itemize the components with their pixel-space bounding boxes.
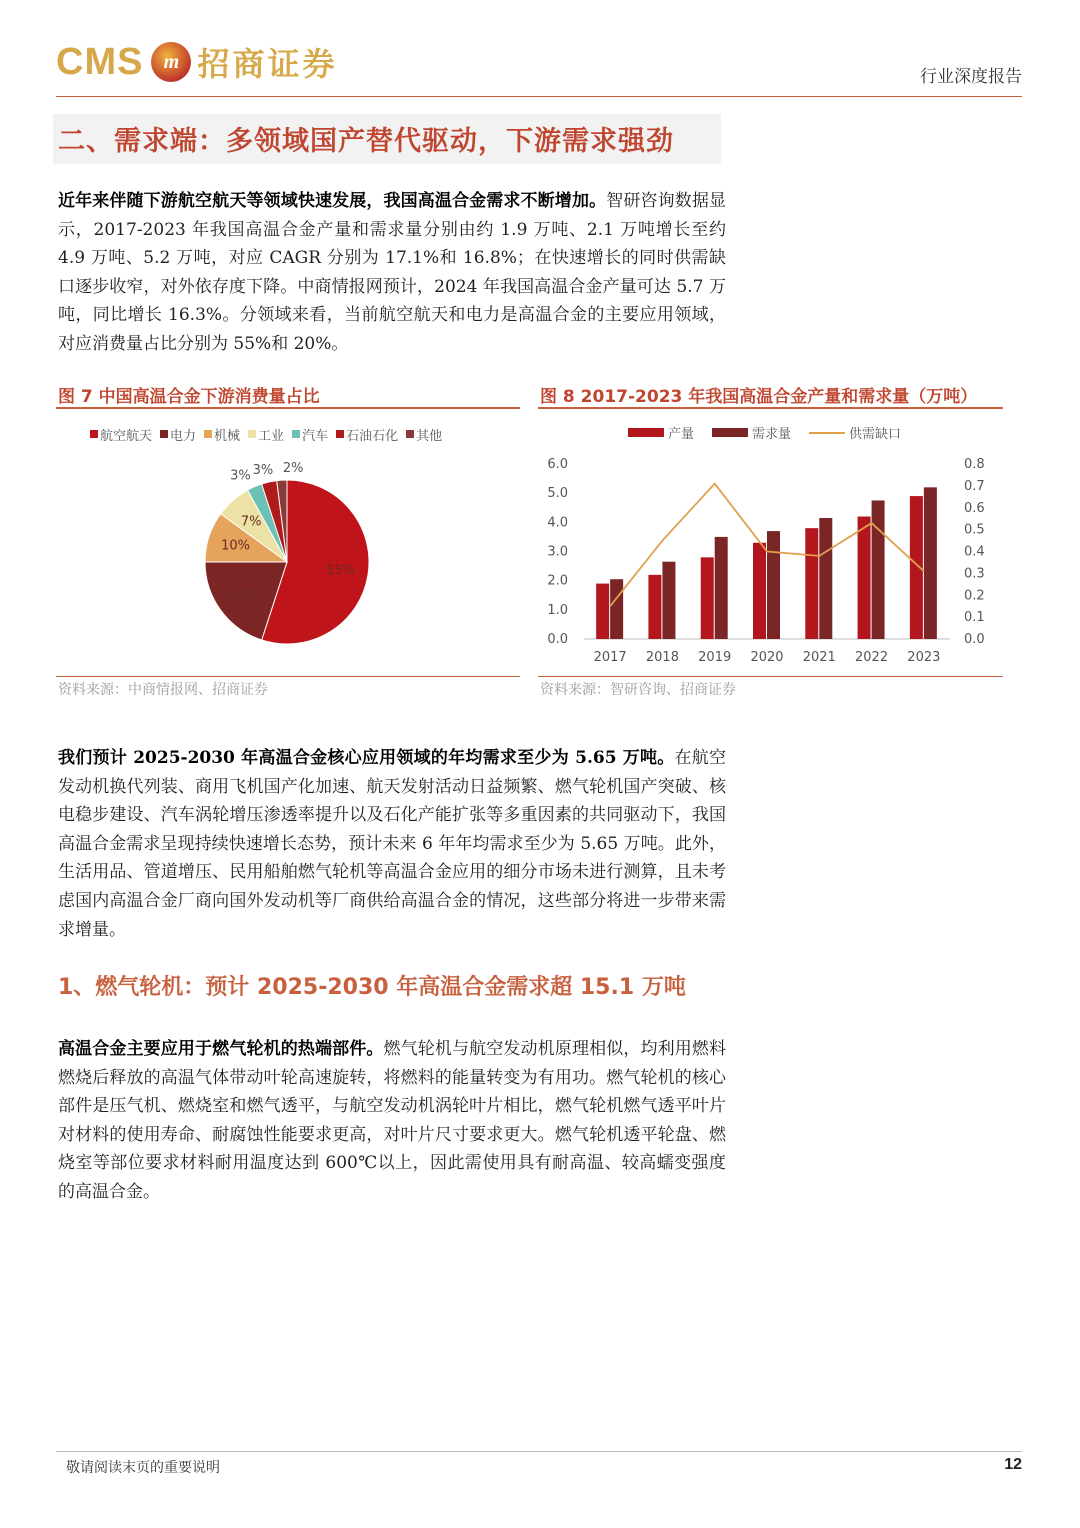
pie-legend-item bbox=[292, 425, 328, 444]
pie-data-label: 55% bbox=[326, 563, 355, 579]
bar-legend-item bbox=[809, 423, 901, 442]
y-left-tick-label: 0.0 bbox=[547, 632, 568, 647]
report-type: 行业深度报告 bbox=[920, 67, 1022, 87]
logo-text-en: CMS bbox=[56, 40, 144, 83]
x-tick-label: 2018 bbox=[645, 650, 679, 665]
legend-label: 需求量 bbox=[752, 427, 792, 442]
bar-production bbox=[753, 543, 766, 639]
paragraph-gas-turbine bbox=[58, 1035, 726, 1207]
bar-production bbox=[648, 575, 661, 639]
pie-data-label: 20% bbox=[228, 586, 258, 602]
y-right-tick-label: 0.1 bbox=[964, 610, 985, 626]
y-right-tick-label: 0.0 bbox=[964, 632, 985, 647]
x-tick-label: 2017 bbox=[593, 650, 627, 665]
pie-legend-item bbox=[90, 425, 152, 444]
legend-swatch bbox=[204, 430, 212, 438]
paragraph-body: 智研咨询数据显示，2017-2023 年我国高温合金产量和需求量分别由约 1.9 万吨、2.1 万吨增长至约 4.9 万吨、5.2 万吨，对应 CAGR 分别为 17.1%和 16.8%；在快速增长的同时供需缺口逐步收窄，对外依存度下降。中商情报网预计，2024 年我国高温合金产量可达 5.7 万吨，同比增长 16.3%。分领域来看，当前航空航天和电力是高温合金的主要应用领域，对应消费量占比分别为 55%和 20%。 bbox=[58, 191, 727, 354]
legend-swatch bbox=[248, 430, 256, 438]
y-right-tick-label: 0.7 bbox=[964, 478, 985, 494]
legend-swatch bbox=[628, 428, 664, 437]
y-right-tick-label: 0.3 bbox=[964, 566, 985, 582]
bar-production bbox=[596, 584, 609, 639]
legend-swatch bbox=[712, 428, 748, 437]
y-right-tick-label: 0.8 bbox=[964, 457, 985, 472]
legend-swatch bbox=[406, 430, 414, 438]
pie-chart bbox=[56, 450, 520, 670]
paragraph-body: 燃气轮机与航空发动机原理相似，均利用燃料燃烧后释放的高温气体带动叶轮高速旋转，将燃料的能量转变为有用功。燃气轮机的核心部件是压气机、燃烧室和燃气透平，与航空发动机涡轮叶片相比，燃气轮机燃气透平叶片对材料的使用寿命、耐腐蚀性能要求更高，对叶片尺寸要求更大。燃气轮机透平轮盘、燃烧室等部位要求材料耐用温度达到 600℃以上，因此需使用具有耐高温、较高蠕变强度的高温合金。 bbox=[58, 1039, 726, 1202]
bar-demand bbox=[924, 487, 937, 639]
paragraph-lead: 高温合金主要应用于燃气轮机的热端部件。 bbox=[58, 1039, 384, 1059]
bar-demand bbox=[819, 518, 832, 639]
bar-production bbox=[858, 517, 871, 640]
figure8-top-rule bbox=[538, 407, 1003, 409]
y-right-tick-label: 0.5 bbox=[964, 522, 985, 538]
bar-legend-item bbox=[712, 423, 791, 442]
legend-label: 电力 bbox=[170, 428, 197, 444]
legend-label: 机械 bbox=[214, 428, 241, 444]
paragraph-demand-forecast bbox=[58, 744, 726, 944]
bar-demand bbox=[715, 537, 728, 639]
legend-swatch bbox=[90, 430, 98, 438]
y-right-tick-label: 0.4 bbox=[964, 544, 985, 560]
x-tick-label: 2020 bbox=[750, 650, 784, 665]
bar-demand bbox=[872, 500, 885, 639]
x-tick-label: 2021 bbox=[802, 650, 836, 665]
paragraph-lead: 近年来伴随下游航空航天等领域快速发展，我国高温合金需求不断增加。 bbox=[58, 191, 607, 211]
pie-legend-item bbox=[204, 425, 240, 444]
legend-swatch bbox=[809, 432, 845, 434]
figure8-source: 资料来源：智研咨询、招商证券 bbox=[540, 682, 736, 698]
figure7-source: 资料来源：中商情报网、招商证券 bbox=[58, 682, 268, 698]
y-right-tick-label: 0.2 bbox=[964, 588, 985, 604]
pie-data-label: 3% bbox=[230, 468, 251, 484]
y-left-tick-label: 1.0 bbox=[547, 602, 568, 618]
legend-label: 石油石化 bbox=[346, 428, 399, 444]
pie-data-label: 7% bbox=[240, 514, 262, 530]
figure8-title: 图 8 2017-2023 年我国高温合金产量和需求量（万吨） bbox=[540, 387, 978, 407]
y-left-tick-label: 5.0 bbox=[547, 486, 568, 502]
logo-badge-icon: m bbox=[151, 42, 191, 82]
pie-legend-item bbox=[336, 425, 398, 444]
legend-swatch bbox=[292, 430, 300, 438]
y-left-tick-label: 4.0 bbox=[547, 515, 568, 531]
figure7-top-rule bbox=[56, 407, 520, 409]
x-tick-label: 2022 bbox=[855, 650, 889, 665]
logo-text-cn: 招商证券 bbox=[197, 45, 338, 83]
y-left-tick-label: 3.0 bbox=[547, 544, 568, 560]
legend-label: 其他 bbox=[416, 428, 443, 444]
pie-legend-item bbox=[406, 425, 442, 444]
y-right-tick-label: 0.6 bbox=[964, 500, 985, 516]
pie-data-label: 10% bbox=[221, 538, 250, 554]
bar-demand bbox=[767, 531, 780, 639]
bar-legend bbox=[628, 423, 988, 442]
pie-legend bbox=[90, 423, 530, 444]
subsection-title: 1、燃气轮机：预计 2025-2030 年高温合金需求超 15.1 万吨 bbox=[58, 975, 686, 1000]
figure8-bottom-rule bbox=[538, 676, 1003, 677]
legend-swatch bbox=[160, 430, 168, 438]
legend-label: 汽车 bbox=[302, 428, 329, 444]
header-divider bbox=[56, 96, 1022, 97]
y-left-tick-label: 6.0 bbox=[547, 457, 568, 472]
paragraph-lead: 我们预计 2025-2030 年高温合金核心应用领域的年均需求至少为 5.65 万吨。 bbox=[58, 748, 675, 768]
cms-logo bbox=[56, 40, 337, 84]
pie-data-label: 2% bbox=[282, 461, 304, 477]
bar-demand bbox=[610, 579, 623, 639]
bar-line-chart bbox=[538, 450, 1003, 672]
pie-data-label: 3% bbox=[252, 463, 274, 479]
paragraph-body: 在航空发动机换代列装、商用飞机国产化加速、航天发射活动日益频繁、燃气轮机国产突破、核电稳步建设、汽车涡轮增压渗透率提升以及石化产能扩张等多重因素的共同驱动下，我国高温合金需求呈现持续快速增长态势，预计未来 6 年年均需求至少为 5.65 万吨。此外，生活用品、管道增压、民用船舶燃气轮机等高温合金应用的细分市场未进行测算，且未考虑国内高温合金厂商向国外发动机等厂商供给高温合金的情况，这些部分将进一步带来需求增量。 bbox=[58, 748, 726, 940]
bar-demand bbox=[662, 562, 675, 639]
legend-label: 工业 bbox=[258, 428, 285, 444]
legend-label: 航空航天 bbox=[100, 428, 153, 444]
bar-production bbox=[805, 528, 818, 639]
footer-notice: 敬请阅读末页的重要说明 bbox=[66, 1460, 220, 1476]
page-number: 12 bbox=[1004, 1456, 1022, 1473]
footer-divider bbox=[56, 1451, 1022, 1452]
x-tick-label: 2019 bbox=[698, 650, 732, 665]
x-tick-label: 2023 bbox=[907, 650, 941, 665]
legend-label: 供需缺口 bbox=[849, 427, 902, 442]
paragraph-demand-overview bbox=[58, 187, 726, 359]
bar-legend-item bbox=[628, 423, 694, 442]
legend-label: 产量 bbox=[668, 427, 695, 442]
pie-legend-item bbox=[248, 425, 284, 444]
section-title: 二、需求端：多领域国产替代驱动，下游需求强劲 bbox=[58, 126, 674, 157]
figure7-bottom-rule bbox=[56, 676, 520, 677]
legend-swatch bbox=[336, 430, 344, 438]
y-left-tick-label: 2.0 bbox=[547, 573, 568, 589]
bar-production bbox=[701, 557, 714, 639]
figure7-title: 图 7 中国高温合金下游消费量占比 bbox=[58, 387, 320, 407]
pie-legend-item bbox=[160, 425, 196, 444]
